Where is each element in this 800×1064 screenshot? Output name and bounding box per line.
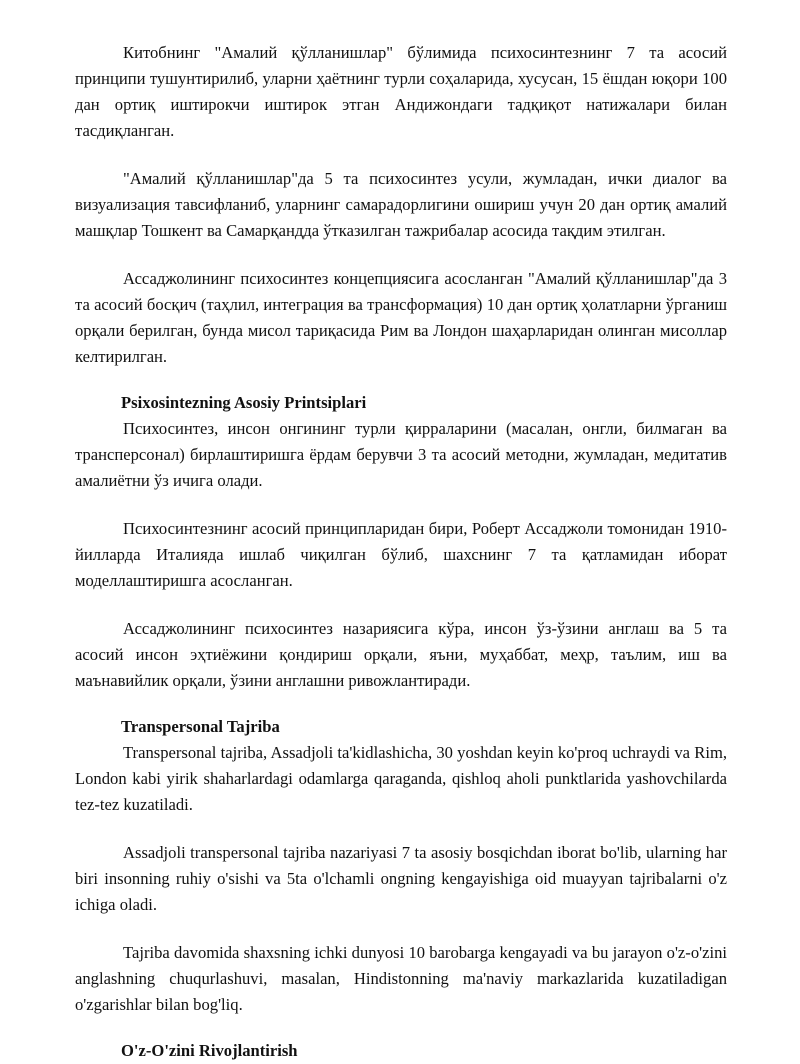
paragraph-practical-applications-principles: Китобнинг "Амалий қўлланишлар" бўлимида психосинтезнинг 7 та асосий принципи тушунтирилиб, уларни ҳаётнинг турли соҳаларида, хусусан, 15 ёшдан юқори 100 дан ортиқ иштирокчи иштирок этган Андижондаги тадқиқот натижалари билан тасдиқланган. xyxy=(75,43,727,140)
paragraph-transpersonal-age: Transpersonal tajriba, Assadjoli ta'kidlashicha, 30 yoshdan keyin ko'proq uchraydi va Rim, London kabi yirik shaharlardagi odamlarga qaraganda, qishloq aholi punktlarida yashovchilarda tez-tez kuzatiladi. xyxy=(75,743,727,814)
paragraph-practical-applications-stages: Ассаджолининг психосинтез концепциясига асосланган "Амалий қўлланишлар"да 3 та асосий босқич (таҳлил, интеграция ва трансформация) 10 дан ортиқ ҳолатларни ўрганиш орқали берилган, бунда мисол тариқасида Рим ва Лондон шаҳарларидан олинган мисоллар келтирилган. xyxy=(75,269,727,366)
paragraph-transpersonal-stages: Assadjoli transpersonal tajriba nazariyasi 7 ta asosiy bosqichdan iborat bo'lib, ularning har biri insonning ruhiy o'sishi va 5ta o'lchamli ongning kengayishiga oid muayyan tajribalarni o'z ichiga oladi. xyxy=(75,843,727,914)
section-heading-principles: Psixosintezning Asosiy Printsiplari xyxy=(121,393,367,412)
paragraph-principles-assagioli-model: Психосинтезнинг асосий принципларидан бири, Роберт Ассаджоли томонидан 1910-йилларда Италияда ишлаб чиқилган бўлиб, шахснинг 7 та қатламидан иборат моделлаштиришга асосланган. xyxy=(75,519,727,590)
paragraph-transpersonal-expansion: Tajriba davomida shaxsning ichki dunyosi 10 barobarga kengayadi va bu jarayon o'z-o'zini anglashning chuqurlashuvi, masalan, Hindistonning ma'naviy markazlarida kuzatiladigan o'zgarishlar bilan bog'liq. xyxy=(75,943,727,1014)
paragraph-principles-needs: Ассаджолининг психосинтез назариясига кўра, инсон ўз-ўзини англаш ва 5 та асосий инсон эҳтиёжини қондириш орқали, яъни, муҳаббат, меҳр, таълим, иш ва маънавийлик орқали, ўзини англашни ривожлантиради. xyxy=(75,619,727,690)
document-page xyxy=(75,40,727,1064)
paragraph-principles-methods: Психосинтез, инсон онгининг турли қирраларини (масалан, онгли, билмаган ва трансперсонал) бирлаштиришга ёрдам берувчи 3 та асосий методни, жумладан, медитатив амалиётни ўз ичига олади. xyxy=(75,419,727,490)
section-heading-self-development: O'z-O'zini Rivojlantirish xyxy=(121,1041,298,1060)
paragraph-practical-applications-methods: "Амалий қўлланишлар"да 5 та психосинтез усули, жумладан, ички диалог ва визуализация тавсифланиб, уларнинг самарадорлигини ошириш учун 20 дан ортиқ амалий машқлар Тошкент ва Самарқандда ўтказилган тажрибалар асосида тақдим этилган. xyxy=(75,169,727,240)
section-heading-transpersonal: Transpersonal Tajriba xyxy=(121,717,280,736)
